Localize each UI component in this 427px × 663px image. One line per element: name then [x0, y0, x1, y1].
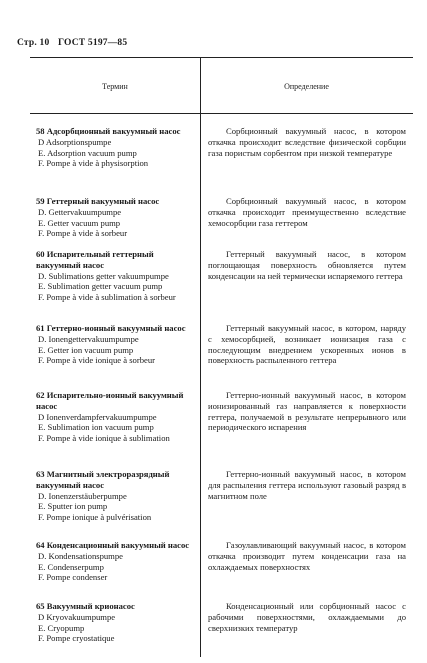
- term-alias: D Ionenverdampfervakuumpumpe: [38, 411, 157, 422]
- page-header: [17, 38, 133, 48]
- term-title: Испарительный геттерный вакуумный насос: [36, 249, 154, 270]
- term-alias: F. Pompe à vide à sublimation à sorbeur: [38, 292, 176, 303]
- term-alias: D. Ionengettervakuumpumpe: [38, 333, 139, 344]
- term-alias: F. Pompe cryostatique: [38, 633, 115, 644]
- term-alias: D. Sublimations getter vakuumpumpe: [38, 270, 169, 281]
- term-number: 60: [36, 249, 45, 259]
- term-entry: [36, 196, 194, 239]
- term-alias: F. Pompe condenser: [38, 572, 108, 583]
- term-alias: E. Sputter ion pump: [38, 501, 108, 512]
- term-number: 62: [36, 390, 45, 400]
- term-entry: [36, 249, 194, 303]
- standard-code: ГОСТ 5197—85: [58, 38, 128, 48]
- term-number: 58: [36, 126, 45, 136]
- definition-column-header: Определение: [284, 82, 329, 91]
- term-alias: D. Gettervakuumpumpe: [38, 206, 122, 217]
- definition-text: Геттерный вакуумный насос, в котором поглощающая поверхность обновляется путем конденсации на ней термически испаряемого геттера: [208, 249, 406, 281]
- term-alias: F. Pompe à vide à sorbeur: [38, 228, 128, 239]
- term-alias: F. Pompe à vide ionique à sorbeur: [38, 355, 155, 366]
- term-entry: [36, 469, 194, 523]
- term-entry: [36, 601, 194, 644]
- term-title: Геттерно-ионный вакуумный насос: [46, 323, 186, 333]
- definition-text: Геттерный вакуумный насос, в котором, наряду с хемосорбцией, возникает ионизация газа с последующим внедрением ускоренных ионов в поверхность распыленного геттера: [208, 323, 406, 366]
- term-alias: F. Pompe à vide à physisorption: [38, 158, 149, 169]
- term-entry: [36, 540, 194, 583]
- definition-text: Геттерно-ионный вакуумный насос, в котором ионизированный газ направляется к поверхности геттера, получаемой в результате непрерывного или периодического испарения: [208, 390, 406, 433]
- term-title: Геттерный вакуумный насос: [46, 196, 160, 206]
- page-number: Стр. 10: [17, 38, 50, 48]
- term-number: 59: [36, 196, 45, 206]
- term-number: 64: [36, 540, 45, 550]
- table-top-rule: [30, 57, 413, 58]
- term-column-header: Термин: [102, 82, 128, 91]
- term-alias: D. Ionenzerstäuberpumpe: [38, 490, 127, 501]
- term-alias: E. Sublimation ion vacuum pump: [38, 422, 154, 433]
- column-divider: [200, 57, 201, 657]
- definition-text: Сорбционный вакуумный насос, в котором откачка происходит преимущественно вследствие хемосорбции газа геттером: [208, 196, 406, 228]
- term-title: Вакуумный крионасос: [46, 601, 135, 611]
- term-alias: E. Adsorption vacuum pump: [38, 147, 137, 158]
- term-title: Адсорбционный вакуумный насос: [46, 126, 181, 136]
- definition-text: Конденсационный или сорбционный насос с рабочими поверхностями, охлаждаемыми до сверхнизких температур: [208, 601, 406, 633]
- term-entry: [36, 390, 194, 444]
- term-alias: E. Getter ion vacuum pump: [38, 344, 134, 355]
- term-entry: [36, 126, 194, 169]
- definition-text: Сорбционный вакуумный насос, в котором откачка происходит вследствие физической сорбции газа пористым сорбентом при низкой температуре: [208, 126, 406, 158]
- term-number: 65: [36, 601, 45, 611]
- term-title: Испарительно-ионный вакуумный насос: [36, 390, 184, 411]
- term-alias: E. Condenserpump: [38, 561, 104, 572]
- term-alias: E. Cryopump: [38, 622, 85, 633]
- term-number: 61: [36, 323, 45, 333]
- term-alias: F. Pompe ionique à pulvérisation: [38, 512, 152, 523]
- definition-text: Геттерно-ионный вакуумный насос, в котором для распыления геттера используют газовый разряд в магнитном поле: [208, 469, 406, 501]
- term-alias: D Kryovakuumpumpe: [38, 611, 116, 622]
- definition-text: Газоулавливающий вакуумный насос, в котором откачка производит путем конденсации газа на охлаждаемых поверхностях: [208, 540, 406, 572]
- term-alias: D Adsorptionspumpe: [38, 136, 112, 147]
- term-number: 63: [36, 469, 45, 479]
- term-title: Конденсационный вакуумный насос: [46, 540, 190, 550]
- term-entry: [36, 323, 194, 366]
- term-alias: E. Getter vacuum pump: [38, 217, 121, 228]
- term-alias: E. Sublimation getter vacuum pump: [38, 281, 163, 292]
- term-title: Магнитный электроразрядный вакуумный насос: [36, 469, 170, 490]
- term-alias: F. Pompe à vide ionique à sublimation: [38, 433, 170, 444]
- header-rule: [30, 113, 413, 114]
- term-alias: D. Kondensationspumpe: [38, 550, 123, 561]
